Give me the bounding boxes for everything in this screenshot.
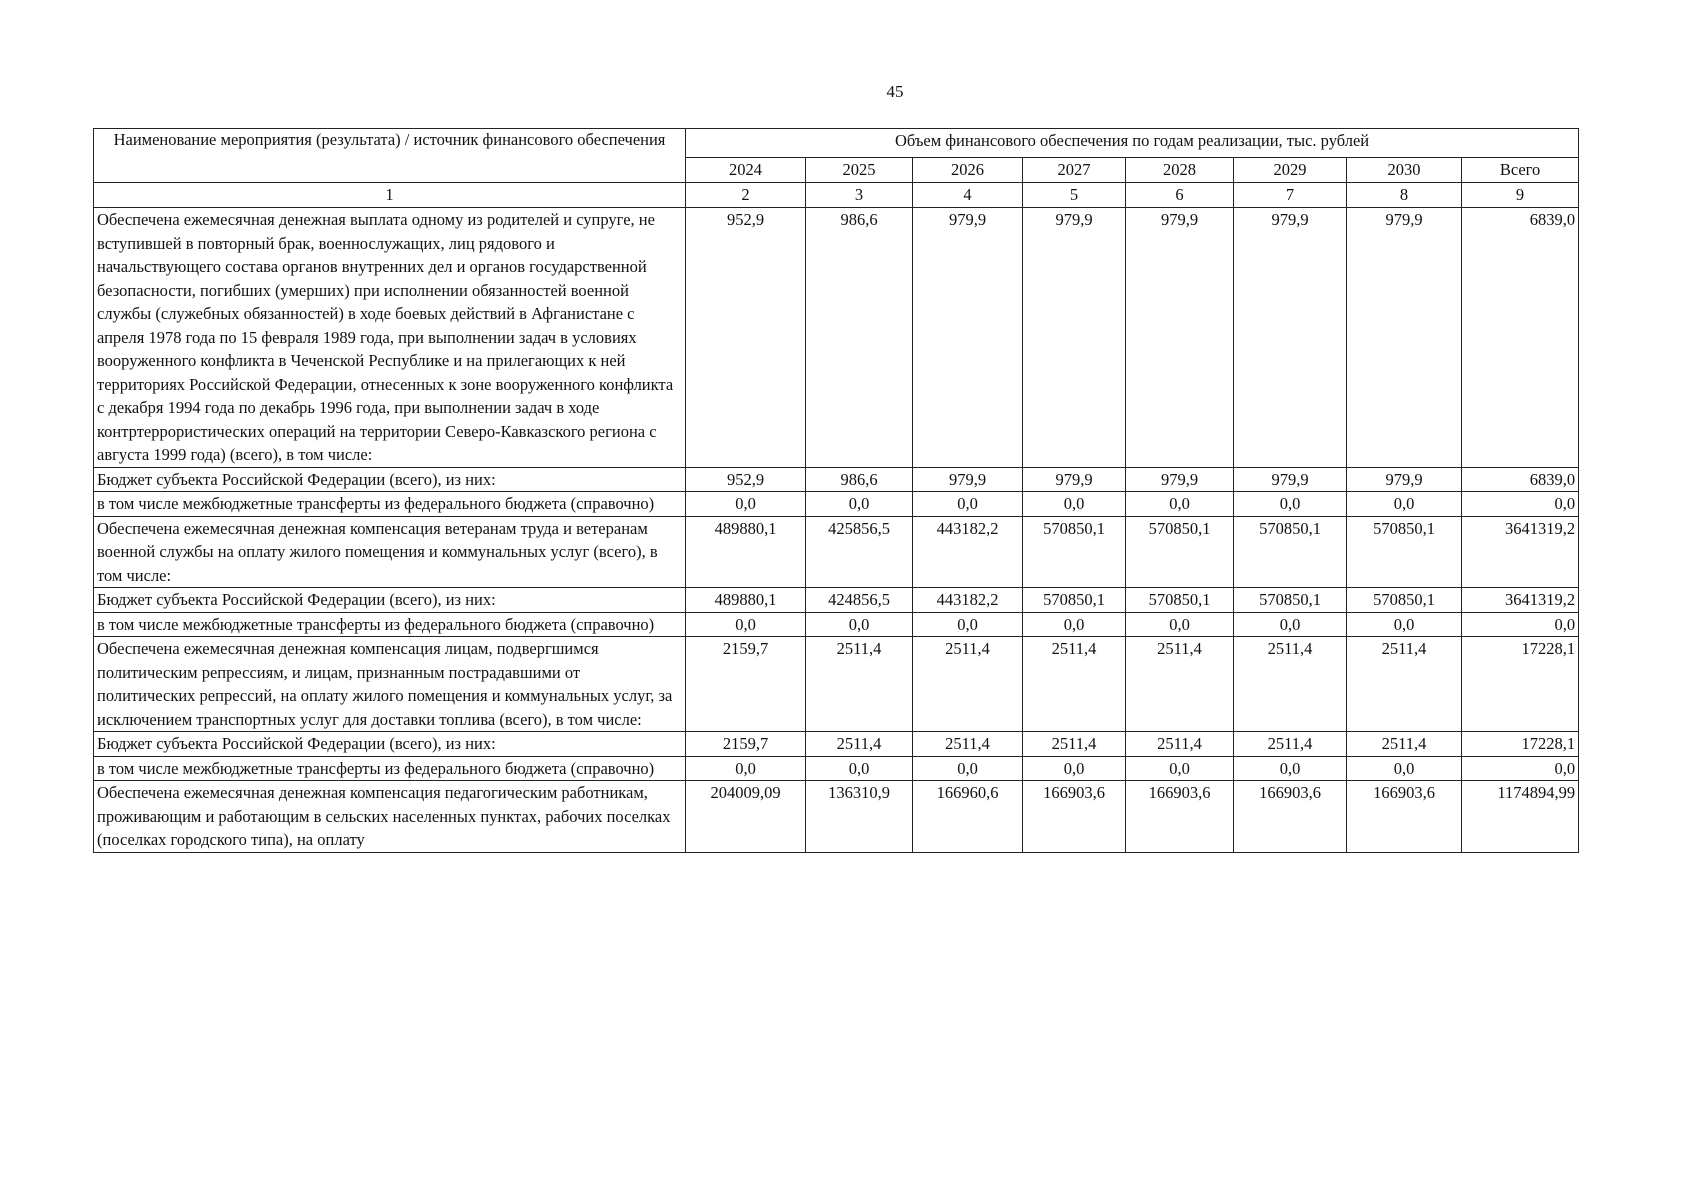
value-cell: 2511,4 [806,732,913,757]
table-row [94,492,1579,517]
value-cell: 0,0 [1234,492,1347,517]
value-cell: 2511,4 [1347,637,1462,732]
column-number: 4 [913,183,1023,208]
row-name: Бюджет субъекта Российской Федерации (всего), из них: [94,467,686,492]
total-cell: 0,0 [1462,756,1579,781]
value-cell: 0,0 [1126,612,1234,637]
header-row-column-numbers [94,183,1579,208]
value-cell: 0,0 [686,492,806,517]
header-year-2027: 2027 [1023,158,1126,183]
value-cell: 425856,5 [806,516,913,588]
table-row [94,612,1579,637]
value-cell: 979,9 [1347,467,1462,492]
value-cell: 0,0 [1347,756,1462,781]
value-cell: 979,9 [1023,467,1126,492]
value-cell: 979,9 [913,208,1023,468]
header-row-group [94,129,1579,158]
value-cell: 570850,1 [1347,516,1462,588]
row-name: в том числе межбюджетные трансферты из федерального бюджета (справочно) [94,492,686,517]
value-cell: 166903,6 [1126,781,1234,853]
header-name-column: Наименование мероприятия (результата) / источник финансового обеспечения [94,129,686,183]
value-cell: 166903,6 [1347,781,1462,853]
row-name: Обеспечена ежемесячная денежная компенсация лицам, подвергшимся политическим репрессиям, и лицам, признанным пострадавшими от политических репрессий, на оплату жилого помещения и коммунальных услуг, за исключением транспортных услуг для доставки топлива (всего), в том числе: [94,637,686,732]
row-name: в том числе межбюджетные трансферты из федерального бюджета (справочно) [94,612,686,637]
row-name: Обеспечена ежемесячная денежная компенсация педагогическим работникам, проживающим и работающим в сельских населенных пунктах, рабочих поселках (поселках городского типа), на оплату [94,781,686,853]
value-cell: 2511,4 [1023,732,1126,757]
value-cell: 443182,2 [913,588,1023,613]
column-number: 9 [1462,183,1579,208]
value-cell: 979,9 [1126,467,1234,492]
value-cell: 979,9 [1234,208,1347,468]
table-row [94,467,1579,492]
value-cell: 166903,6 [1234,781,1347,853]
value-cell: 979,9 [1126,208,1234,468]
column-number: 8 [1347,183,1462,208]
value-cell: 166960,6 [913,781,1023,853]
row-name: в том числе межбюджетные трансферты из федерального бюджета (справочно) [94,756,686,781]
total-cell: 3641319,2 [1462,588,1579,613]
table-row [94,208,1579,468]
header-total: Всего [1462,158,1579,183]
value-cell: 0,0 [686,612,806,637]
financing-table [93,128,1579,853]
value-cell: 2511,4 [913,732,1023,757]
value-cell: 570850,1 [1234,588,1347,613]
value-cell: 0,0 [1023,756,1126,781]
value-cell: 570850,1 [1126,516,1234,588]
value-cell: 0,0 [806,492,913,517]
value-cell: 986,6 [806,208,913,468]
total-cell: 17228,1 [1462,732,1579,757]
value-cell: 166903,6 [1023,781,1126,853]
value-cell: 986,6 [806,467,913,492]
value-cell: 2159,7 [686,637,806,732]
column-number: 2 [686,183,806,208]
value-cell: 443182,2 [913,516,1023,588]
value-cell: 570850,1 [1023,588,1126,613]
value-cell: 489880,1 [686,588,806,613]
total-cell: 17228,1 [1462,637,1579,732]
value-cell: 136310,9 [806,781,913,853]
value-cell: 0,0 [1126,756,1234,781]
header-volume-group: Объем финансового обеспечения по годам реализации, тыс. рублей [686,129,1579,158]
value-cell: 979,9 [1023,208,1126,468]
value-cell: 2511,4 [913,637,1023,732]
header-year-2025: 2025 [806,158,913,183]
total-cell: 6839,0 [1462,467,1579,492]
row-name: Обеспечена ежемесячная денежная выплата одному из родителей и супруге, не вступившей в повторный брак, военнослужащих, лиц рядового и начальствующего состава органов внутренних дел и органов государственной безопасности, погибших (умерших) при исполнении обязанностей военной службы (служебных обязанностей) в ходе боевых действий в Афганистане с апреля 1978 года по 15 февраля 1989 года, при выполнении задач в условиях вооруженного конфликта в Чеченской Республике и на прилегающих к ней территориях Российской Федерации, отнесенных к зоне вооруженного конфликта с декабря 1994 года по декабрь 1996 года, при выполнении задач в ходе контртеррористических операций на территории Северо-Кавказского региона с августа 1999 года) (всего), в том числе: [94,208,686,468]
value-cell: 2511,4 [806,637,913,732]
table-row [94,756,1579,781]
value-cell: 2159,7 [686,732,806,757]
value-cell: 0,0 [1234,756,1347,781]
header-year-2028: 2028 [1126,158,1234,183]
value-cell: 570850,1 [1347,588,1462,613]
page-number: 45 [886,82,904,101]
value-cell: 489880,1 [686,516,806,588]
value-cell: 0,0 [1023,612,1126,637]
value-cell: 979,9 [1234,467,1347,492]
total-cell: 6839,0 [1462,208,1579,468]
value-cell: 0,0 [1234,612,1347,637]
value-cell: 2511,4 [1234,732,1347,757]
column-number: 6 [1126,183,1234,208]
value-cell: 2511,4 [1126,637,1234,732]
value-cell: 570850,1 [1234,516,1347,588]
row-name: Обеспечена ежемесячная денежная компенсация ветеранам труда и ветеранам военной службы на оплату жилого помещения и коммунальных услуг (всего), в том числе: [94,516,686,588]
total-cell: 0,0 [1462,492,1579,517]
value-cell: 570850,1 [1023,516,1126,588]
total-cell: 0,0 [1462,612,1579,637]
value-cell: 0,0 [1347,612,1462,637]
column-number: 7 [1234,183,1347,208]
table-row [94,637,1579,732]
row-name: Бюджет субъекта Российской Федерации (всего), из них: [94,732,686,757]
total-cell: 3641319,2 [1462,516,1579,588]
column-number: 3 [806,183,913,208]
table-row [94,588,1579,613]
table-row [94,732,1579,757]
value-cell: 570850,1 [1126,588,1234,613]
value-cell: 952,9 [686,208,806,468]
value-cell: 0,0 [806,612,913,637]
total-cell: 1174894,99 [1462,781,1579,853]
value-cell: 0,0 [913,612,1023,637]
value-cell: 0,0 [913,492,1023,517]
value-cell: 2511,4 [1023,637,1126,732]
table-row [94,516,1579,588]
value-cell: 952,9 [686,467,806,492]
table-row [94,781,1579,853]
header-year-2026: 2026 [913,158,1023,183]
column-number: 1 [94,183,686,208]
header-year-2029: 2029 [1234,158,1347,183]
value-cell: 0,0 [686,756,806,781]
header-year-2030: 2030 [1347,158,1462,183]
value-cell: 204009,09 [686,781,806,853]
header-year-2024: 2024 [686,158,806,183]
value-cell: 424856,5 [806,588,913,613]
value-cell: 0,0 [913,756,1023,781]
value-cell: 0,0 [806,756,913,781]
column-number: 5 [1023,183,1126,208]
value-cell: 2511,4 [1347,732,1462,757]
value-cell: 2511,4 [1234,637,1347,732]
value-cell: 2511,4 [1126,732,1234,757]
value-cell: 979,9 [913,467,1023,492]
value-cell: 0,0 [1347,492,1462,517]
value-cell: 0,0 [1023,492,1126,517]
value-cell: 0,0 [1126,492,1234,517]
row-name: Бюджет субъекта Российской Федерации (всего), из них: [94,588,686,613]
value-cell: 979,9 [1347,208,1462,468]
